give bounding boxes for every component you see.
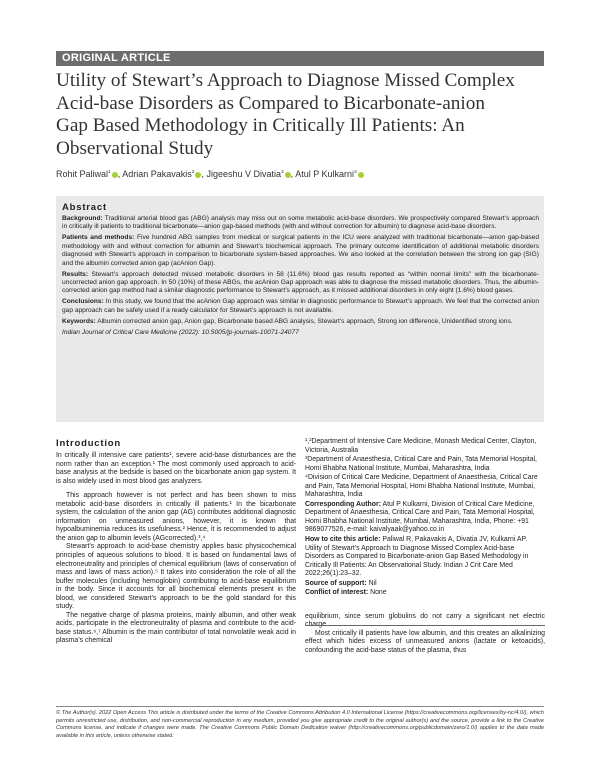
field-label: Conflict of interest: [305, 589, 369, 597]
footer-divider [56, 706, 544, 707]
author-name[interactable]: Rohit Paliwal [56, 169, 109, 179]
abstract-heading: Abstract [62, 202, 107, 213]
field-label: Source of support: [305, 579, 367, 587]
abstract-conclusions [62, 298, 539, 315]
body-paragraph: This approach however is not perfect and has been shown to miss metabolic acid-base disorders in critically ill patients.¹ In the bicarbonate system, the calculation of the anion gap (AG) contributes additional diagnostic information on unmeasured anions, however, it is known that hypoalbuminemia reduces its usefulness.² Hence, it is recommended to adjust the anion gap to albumin levels (AGcorrected).³,⁴ [56, 492, 296, 542]
license-footer: © The Author(s). 2022 Open Access This article is distributed under the terms of the Creative Commons Attribution 4.0 International License (https://creativecommons.org/licenses/by-nc/4.0/), which permits unrestricted use, distribution, and non-commercial reproduction in any medium, provided you give appropriate credit to the original author(s) and the source, provide a link to the Creative Commons license, and indicate if changes were made. The Creative Commons Public Domain Dedication waiver (http://creativecommons.org/publicdomain/zero/1.0/) applies to the data made available in this article, unless otherwise stated. [56, 710, 544, 739]
field-label: Corresponding Author: [305, 500, 381, 508]
author-list: Rohit Paliwal$^1$ , Adrian Pakavakis$^2$ , Jigeeshu V Divatia$^3$ , Atul P Kulkarni$^4$ [56, 169, 544, 179]
orcid-icon[interactable] [285, 172, 291, 178]
article-title [56, 70, 544, 160]
body-paragraph: Most critically ill patients have low albumin, and this creates an alkalinizing effect which hides excess of unmeasured anions (lactate or ketoacids), confounding the acid-base status of the plasma, thus [305, 629, 545, 655]
abstract-text: Albumin corrected anion gap, Anion gap, Bicarbonate based ABG analysis, Stewart’s approach, Strong ion difference, Unidentified strong ions. [97, 317, 513, 325]
abstract-label: Patients and methods: [62, 234, 135, 242]
orcid-icon[interactable] [358, 172, 364, 178]
body-paragraph: In critically ill intensive care patients¹, severe acid-base disturbances are the norm rather than an exception.¹ The most commonly used approach to acid-base analysis at the bedside is based on the bicarbonate anion gap system. It is also widely used in most blood gas analyzers. [56, 452, 296, 485]
corresponding-author [305, 501, 545, 535]
abstract-results [62, 271, 539, 296]
abstract-text: Stewart’s approach detected missed metabolic disorders in 58 (11.6%) blood gas results reported as “within normal limits” with the bicarbonate-uncorrected anion gap approach. In 50 (10%) of these ABGs, the acAnion Gap approach was able to diagnose the missed metabolic disorders. Thus, the albumin-corrected anion gap method had a similar diagnostic performance to Stewart’s approach, as it missed additional disorders in only eight (1.6%) blood gases. [62, 270, 539, 295]
abstract-label: Results: [62, 270, 89, 278]
body-paragraph: equilibrium, since serum globulins do not carry a significant net electric charge. [305, 612, 545, 629]
abstract-methods [62, 234, 539, 268]
author-name[interactable]: Atul P Kulkarni [295, 169, 355, 179]
author-affiliation-number: 2 [191, 170, 195, 175]
body-paragraph: The negative charge of plasma proteins, mainly albumin, and other weak acids, participate in the electroneutrality of plasma and contribute to the acid-base status.⁶,⁷ Albumin is the main contributor of total nonvolatile weak acid in plasma’s chemical [56, 611, 296, 645]
abstract-keywords [62, 318, 539, 326]
abstract-label: Background: [62, 215, 103, 222]
field-value: None [370, 589, 387, 597]
author-name[interactable]: Adrian Pakavakis [122, 169, 192, 179]
author-affiliation-number: 3 [281, 170, 284, 175]
abstract-text: In this study, we found that the acAnion Gap approach was similar in diagnostic performance to Stewart’s approach. We feel that the corrected anion gap approach can be safely used if a ready calculator for Stewart’s approach is not available. [62, 298, 539, 314]
author-affiliation-number: 4 [354, 170, 357, 175]
title-line: Gap Based Methodology in Critically Ill Patients: An [56, 115, 465, 137]
affiliation: ¹,²Department of Intensive Care Medicine, Monash Medical Center, Clayton, Victoria, Australia [305, 438, 537, 454]
how-to-cite-text: Paliwal R, Pakavakis A, Divatia JV, Kulkarni AP. Utility of Stewart’s Approach to Diagnose Missed Complex Acid-base Disorders as Compared to Bicarbonate-anion Gap Based Methodology in Critically Ill Patients: An Observational Study. Indian J Crit Care Med 2022;26(1):23–32. [305, 536, 529, 578]
affiliations-column [305, 438, 545, 656]
how-to-cite [305, 536, 545, 579]
field-value: Nil [368, 579, 377, 587]
orcid-icon[interactable] [195, 172, 201, 178]
corresponding-author-text[interactable]: Atul P Kulkarni, Division of Critical Care Medicine, Department of Anaesthesia, Critical Care and Pain, Tata Memorial Hospital, Homi Bhabha National Institute, Mumbai, Maharashtra, India, Phone: +91 9869077526, e-mail: kaivalyaak@yahoo.co.in [305, 500, 535, 534]
orcid-icon[interactable] [112, 172, 118, 178]
abstract-background [62, 215, 539, 232]
journal-citation[interactable]: Indian Journal of Critical Care Medicine (2022): 10.5005/jp-journals-10071-24077 [62, 328, 299, 336]
body-paragraph: Stewart’s approach to acid-base chemistry applies basic physicochemical principles of aqueous solutions to blood. It is based on fundamental laws of electroneutrality and principles of chemical equilibrium (laws of conservation of mass and laws of mass action).⁵ It takes into consideration the role of all the buffer molecules (including hemoglobin) contributing to acid-base equilibrium in the body. Since it accounts for all biochemical elements present in the blood, we considered Stewart’s approach to be the gold standard for this study. [56, 543, 296, 611]
author-affiliation-number: 1 [108, 170, 111, 175]
abstract-box [56, 196, 544, 422]
introduction-heading: Introduction [56, 438, 122, 449]
author-name[interactable]: Jigeeshu V Divatia [206, 169, 281, 179]
affiliation: ³Department of Anaesthesia, Critical Care and Pain, Tata Memorial Hospital, Homi Bhabha National Institute, Mumbai, Maharashtra, India [305, 456, 537, 472]
affiliation-divider [305, 625, 545, 626]
introduction-column [56, 438, 296, 646]
conflict-of-interest [305, 589, 545, 598]
article-type-banner: ORIGINAL ARTICLE [56, 51, 544, 66]
field-label: How to cite this article: [305, 536, 381, 544]
abstract-text: Five hundred ABG samples from medical or surgical patients in the ICU were analyzed with traditional bicarbonate—anion gap-based methodology with and without correction for albumin and Stewart’s biochemical approach. The primary outcome identification of additional metabolic disorders diagnosed with Stewart’s approach in comparison to bicarbonate system-based approaches. We also looked at the correlation between the strong ion gap (SIG) and the albumin corrected anion gap (acAnion Gap). [62, 234, 539, 267]
abstract-label: Conclusions: [62, 298, 104, 306]
source-of-support [305, 580, 545, 589]
title-line: Observational Study [56, 137, 214, 159]
abstract-label: Keywords: [62, 317, 96, 325]
affiliation: ⁴Division of Critical Care Medicine, Department of Anaesthesia, Critical Care and Pain, Tata Memorial Hospital, Homi Bhabha National Institute, Mumbai, Maharashtra, India [305, 474, 538, 499]
title-line: Utility of Stewart’s Approach to Diagnose Missed Complex [56, 70, 515, 91]
abstract-text: Traditional arterial blood gas (ABG) analysis may miss out on some metabolic acid-base disorders. We prospectively compared Stewart’s approach in critically ill patients to traditional bicarbonate—anion gap-based methods (with and without correction for albumin) to diagnose acid-base disorders. [62, 215, 540, 231]
title-line: Acid-base Disorders as Compared to Bicarbonate-anion [56, 92, 485, 114]
